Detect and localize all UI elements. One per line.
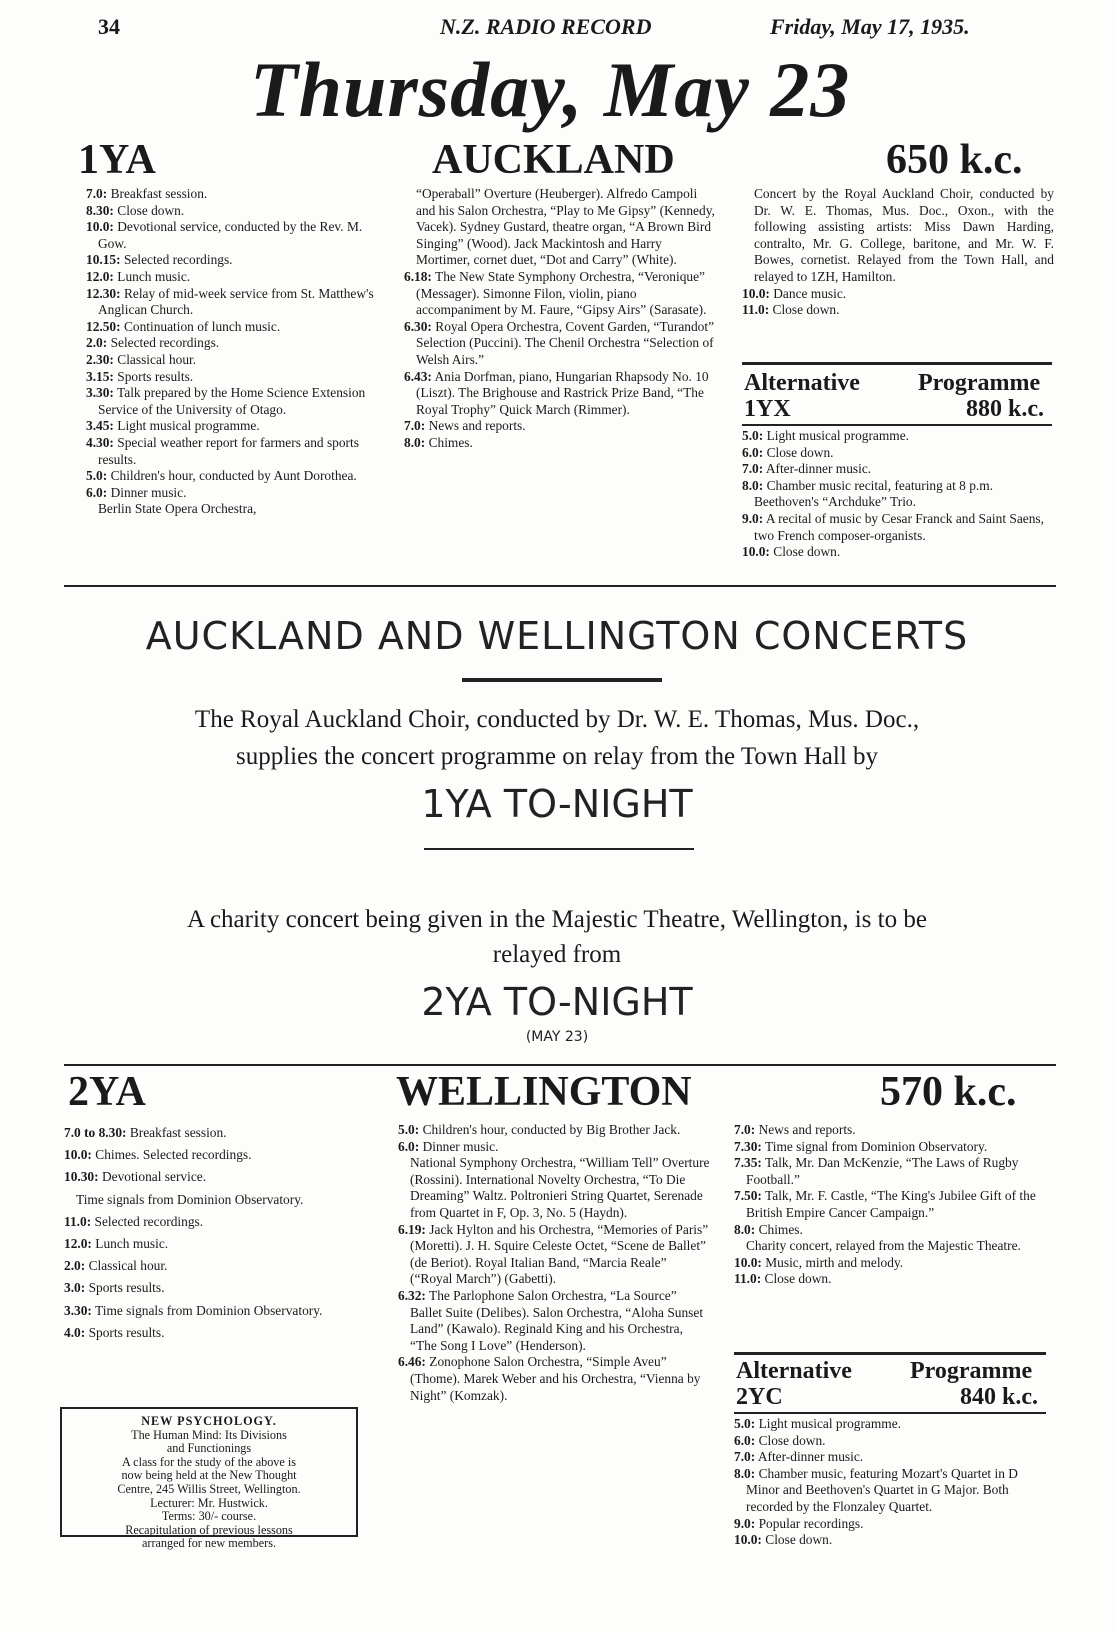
schedule-entry [64, 1233, 370, 1255]
schedule-time: 2.30: [86, 351, 114, 367]
schedule-description: Sports results. [88, 1280, 165, 1296]
schedule-entry [86, 369, 384, 386]
wellington-alt-programme: Programme [910, 1358, 1033, 1384]
schedule-description: Dance music. [773, 285, 847, 301]
schedule-time: 11.0: [734, 1271, 762, 1287]
schedule-time: 8.0: [734, 1221, 756, 1237]
auckland-alt-schedule [742, 428, 1054, 561]
schedule-description: The New State Symphony Orchestra, “Veronique” (Messager). Simonne Filon, violin, piano accompaniment by M. Faure, “Gipsy Airs” (Sarasate). [416, 268, 707, 318]
schedule-entry [86, 468, 384, 485]
schedule-description: A recital of music by Cesar Franck and Saint Saens, two French composer-organists. [754, 510, 1044, 543]
schedule-time: 3.45: [86, 418, 114, 434]
schedule-time: 12.0: [86, 268, 114, 284]
schedule-time: 12.30: [86, 285, 121, 301]
schedule-entry [398, 1222, 710, 1288]
wellington-schedule-col2 [398, 1122, 710, 1404]
schedule-description: After-dinner music. [757, 1449, 864, 1465]
schedule-entry [86, 319, 384, 336]
schedule-time: 6.32: [398, 1287, 426, 1303]
schedule-entry [64, 1255, 370, 1277]
alt-rule-wellington-bottom [734, 1412, 1046, 1414]
schedule-description: Light musical programme. [117, 418, 260, 434]
schedule-time: 10.0: [86, 219, 114, 235]
schedule-time: 10.0: [64, 1147, 92, 1163]
schedule-entry [64, 1189, 370, 1211]
schedule-time: 10.0: [734, 1254, 762, 1270]
schedule-description: Close down. [765, 1532, 833, 1548]
schedule-entry [398, 1139, 710, 1156]
schedule-description: Popular recordings. [758, 1515, 864, 1531]
schedule-entry [734, 1433, 1046, 1450]
schedule-time: 2.0: [86, 335, 108, 351]
schedule-description: Selected recordings. [123, 252, 233, 268]
schedule-time: 8.0: [734, 1465, 756, 1481]
schedule-time: 5.0: [742, 428, 764, 443]
schedule-description: Devotional service, conducted by the Rev. M. Gow. [98, 219, 363, 251]
schedule-time: 8.0: [742, 477, 764, 493]
schedule-description: Chamber music, featuring Mozart's Quartet in D Minor and Beethoven's Quartet in G Major. Both recorded by the Flonzaley Quartet. [746, 1465, 1018, 1514]
schedule-time: 3.0: [64, 1280, 86, 1296]
schedule-description: Close down. [758, 1432, 826, 1448]
day-heading: Thursday, May 23 [250, 46, 851, 133]
schedule-entry [742, 428, 1054, 445]
schedule-entry [734, 1222, 1046, 1239]
ad-line: Recapitulation of previous lessons [125, 1522, 293, 1537]
schedule-time: 8.0: [404, 434, 426, 450]
schedule-entry [742, 286, 1054, 303]
wellington-concert-line1: A charity concert being given in the Majestic Theatre, Wellington, is to be [187, 906, 927, 933]
schedule-entry [734, 1238, 1046, 1255]
auckland-alt-call-sign: 1YX [744, 396, 791, 422]
schedule-description: Devotional service. [101, 1169, 207, 1185]
schedule-entry [64, 1211, 370, 1233]
page-number: 34 [98, 14, 120, 39]
schedule-description: Light musical programme. [766, 428, 909, 443]
schedule-description: Selected recordings. [110, 335, 220, 351]
schedule-description: News and reports. [758, 1122, 856, 1137]
schedule-description: Lunch music. [117, 268, 191, 284]
wellington-call-sign: 2YA [68, 1069, 146, 1115]
schedule-description: Close down. [772, 302, 840, 318]
schedule-time: 6.0: [734, 1432, 756, 1448]
schedule-time: 7.30: [734, 1138, 762, 1154]
schedule-entry [742, 511, 1054, 544]
schedule-time: 6.46: [398, 1354, 426, 1370]
schedule-time: 10.15: [86, 252, 121, 268]
schedule-entry [734, 1271, 1046, 1288]
schedule-description: Relay of mid-week service from St. Matthew's Anglican Church. [98, 285, 374, 318]
schedule-description: Chimes. [428, 434, 473, 450]
schedule-entry [64, 1300, 370, 1322]
schedule-description: The Parlophone Salon Orchestra, “La Source” Ballet Suite (Delibes). Salon Orchestra, “Aloha Sunset Land” (Kawalo). Reginald King and his Orchestra, “The Song I Love” (Henderson). [410, 1287, 704, 1353]
schedule-entry [734, 1139, 1046, 1156]
schedule-time: 11.0: [64, 1213, 92, 1229]
auckland-concert-line2: supplies the concert programme on relay from the Town Hall by [235, 743, 879, 770]
schedule-entry [742, 302, 1054, 319]
schedule-description: Light musical programme. [758, 1416, 901, 1431]
schedule-entry [64, 1277, 370, 1299]
schedule-entry [398, 1155, 710, 1221]
schedule-entry [404, 319, 718, 369]
ad-line: Terms: 30/- course. [161, 1509, 257, 1524]
schedule-entry [734, 1416, 1046, 1433]
schedule-description: Music, mirth and melody. [765, 1254, 904, 1270]
schedule-description: Talk, Mr. F. Castle, “The King's Jubilee Gift of the British Empire Cancer Campaign.” [746, 1188, 1036, 1220]
schedule-time: 7.50: [734, 1188, 762, 1204]
schedule-time: 10.0: [734, 1532, 762, 1548]
schedule-description: Classical hour. [117, 351, 197, 367]
schedule-time: 3.30: [86, 385, 114, 401]
wellington-city: WELLINGTON [396, 1069, 692, 1115]
schedule-time: 10.0: [742, 544, 770, 560]
schedule-description: Talk, Mr. Dan McKenzie, “The Laws of Rugby Football.” [746, 1155, 1019, 1187]
concerts-mid-rule [424, 848, 694, 850]
schedule-description: Breakfast session. [129, 1125, 227, 1140]
publication-name: N.Z. RADIO RECORD [440, 14, 652, 39]
schedule-time: 7.0 to 8.30: [64, 1125, 127, 1140]
schedule-entry [742, 186, 1054, 286]
schedule-entry [742, 478, 1054, 511]
schedule-entry [86, 286, 384, 319]
ad-line: Centre, 245 Willis Street, Wellington. [117, 1481, 301, 1496]
schedule-entry [734, 1188, 1046, 1221]
wellington-alt-schedule [734, 1416, 1046, 1549]
schedule-time: 8.30: [86, 202, 114, 218]
schedule-time: 9.0: [734, 1515, 756, 1531]
schedule-entry [404, 369, 718, 419]
ad-line: now being held at the New Thought [121, 1468, 297, 1483]
schedule-time: 10.0: [742, 285, 770, 301]
wellington-alt-label: Alternative [736, 1358, 852, 1384]
auckland-alt-label: Alternative [744, 370, 860, 396]
schedule-description: Children's hour, conducted by Aunt Dorothea. [110, 468, 357, 484]
schedule-description: Berlin State Opera Orchestra, [98, 501, 257, 517]
schedule-time: 5.0: [86, 468, 108, 484]
schedule-description: After-dinner music. [765, 461, 872, 477]
schedule-description: Sports results. [117, 368, 194, 384]
schedule-time: 3.15: [86, 368, 114, 384]
schedule-entry [734, 1155, 1046, 1188]
schedule-description: Selected recordings. [94, 1213, 204, 1229]
schedule-entry [86, 385, 384, 418]
alt-rule-auckland-bottom [742, 424, 1052, 426]
ad-line: arranged for new members. [141, 1536, 276, 1551]
schedule-entry [86, 269, 384, 286]
wellington-concert-line2: relayed from [492, 941, 622, 968]
schedule-entry [734, 1532, 1046, 1549]
schedule-time: 12.50: [86, 318, 121, 334]
schedule-description: “Operaball” Overture (Heuberger). Alfredo Campoli and his Salon Orchestra, “Play to Me Gipsy” (Kennedy, Vacek). Sydney Gustard, theatre organ, “A Brown Bird Singing” (Wood). Jack Mackintosh and Harry Mortimer, cornet duet, “Dot and Carry” (White). [416, 186, 715, 268]
wellington-alt-call-sign: 2YC [736, 1384, 783, 1410]
schedule-time: 9.0: [742, 510, 764, 526]
schedule-description: Concert by the Royal Auckland Choir, conducted by Dr. W. E. Thomas, Mus. Doc., Oxon., with the following assisting artists: Miss Dawn Harding, contralto, Mr. G. College, baritone, and Mr. W. F. Bowes, cornetist. Relayed from the Town Hall, and relayed to 1ZH, Hamilton. [754, 186, 1054, 284]
schedule-description: National Symphony Orchestra, “William Tell” Overture (Rossini). International Novelty Orchestra, “To Die Dreaming” Waltz. Poltronieri String Quartet, Serenade from Quartet in F, Op. 3, No. 5 (Haydn). [410, 1155, 710, 1220]
schedule-entry [742, 461, 1054, 478]
schedule-description: Ania Dorfman, piano, Hungarian Rhapsody No. 10 (Liszt). The Brighouse and Rastrick Prize Band, “The Royal Trophy” Quick March (Rimmer). [416, 368, 709, 417]
schedule-entry [742, 445, 1054, 462]
schedule-entry [404, 269, 718, 319]
concerts-title-rule [462, 678, 662, 682]
schedule-description: Close down. [773, 544, 841, 560]
schedule-entry [398, 1288, 710, 1354]
schedule-time: 5.0: [734, 1416, 756, 1431]
schedule-description: Dinner music. [110, 484, 187, 500]
auckland-concert-station: 1YA TO-NIGHT [421, 782, 693, 826]
schedule-entry [64, 1144, 370, 1166]
schedule-description: Chimes. Selected recordings. [95, 1147, 252, 1163]
schedule-entry [734, 1122, 1046, 1139]
schedule-entry [398, 1354, 710, 1404]
schedule-entry [86, 335, 384, 352]
schedule-time: 6.18: [404, 268, 432, 284]
auckland-alt-frequency: 880 k.c. [966, 396, 1044, 422]
psychology-advertisement [60, 1407, 358, 1551]
schedule-description: Special weather report for farmers and sports results. [98, 434, 359, 467]
schedule-description: Time signal from Dominion Observatory. [765, 1138, 988, 1154]
wellington-frequency: 570 k.c. [880, 1069, 1017, 1115]
ad-line: A class for the study of the above is [122, 1454, 296, 1469]
schedule-time: 4.0: [64, 1324, 86, 1340]
schedule-description: Continuation of lunch music. [123, 318, 281, 334]
wellington-schedule-col3 [734, 1122, 1046, 1288]
auckland-city: AUCKLAND [432, 137, 675, 183]
schedule-entry [64, 1322, 370, 1344]
concerts-title: AUCKLAND AND WELLINGTON CONCERTS [145, 614, 969, 658]
schedule-entry [86, 203, 384, 220]
schedule-time: 6.0: [742, 444, 764, 460]
schedule-entry [86, 186, 384, 203]
schedule-description: Zonophone Salon Orchestra, “Simple Aveu” (Thome). Marek Weber and his Orchestra, “Vienna by Night” (Komzak). [410, 1354, 701, 1403]
section-rule-bottom [64, 1064, 1056, 1066]
schedule-description: Breakfast session. [110, 186, 208, 201]
schedule-description: Charity concert, relayed from the Majestic Theatre. [746, 1238, 1021, 1254]
schedule-entry [404, 186, 718, 269]
auckland-schedule-col1 [86, 186, 384, 518]
schedule-entry [404, 418, 718, 435]
schedule-time: 6.43: [404, 368, 432, 384]
schedule-time: 7.0: [734, 1122, 756, 1137]
schedule-description: Close down. [117, 202, 185, 218]
section-rule-top [64, 585, 1056, 587]
wellington-concert-station: 2YA TO-NIGHT [421, 980, 693, 1024]
schedule-time: 10.30: [64, 1169, 99, 1185]
wellington-schedule-col1 [64, 1122, 370, 1344]
schedule-time: 7.0: [86, 186, 108, 201]
auckland-frequency: 650 k.c. [886, 137, 1023, 183]
schedule-description: Time signals from Dominion Observatory. [95, 1302, 323, 1318]
auckland-call-sign: 1YA [78, 137, 156, 183]
schedule-entry [86, 435, 384, 468]
schedule-description: Talk prepared by the Home Science Extension Service of the University of Otago. [98, 385, 366, 417]
wellington-alt-frequency: 840 k.c. [960, 1384, 1038, 1410]
schedule-description: Children's hour, conducted by Big Brother Jack. [422, 1122, 681, 1137]
schedule-description: News and reports. [428, 418, 526, 434]
schedule-entry [86, 252, 384, 269]
schedule-description: Time signals from Dominion Observatory. [76, 1191, 304, 1207]
alt-rule-wellington [734, 1352, 1046, 1355]
schedule-entry [86, 352, 384, 369]
schedule-time: 7.35: [734, 1155, 762, 1171]
schedule-description: Chimes. [758, 1221, 803, 1237]
schedule-time: 6.19: [398, 1221, 426, 1237]
schedule-time: 12.0: [64, 1236, 92, 1252]
schedule-time: 7.0: [742, 461, 764, 477]
auckland-concert-line1: The Royal Auckland Choir, conducted by Dr. W. E. Thomas, Mus. Doc., [194, 706, 920, 733]
schedule-time: 2.0: [64, 1258, 86, 1274]
schedule-description: Dinner music. [422, 1138, 499, 1154]
schedule-description: Royal Opera Orchestra, Covent Garden, “Turandot” Selection (Puccini). The Chenil Orchestra “Selection of Welsh Airs.” [416, 318, 715, 367]
schedule-entry [734, 1255, 1046, 1272]
schedule-description: Chamber music recital, featuring at 8 p.m. Beethoven's “Archduke” Trio. [754, 477, 994, 510]
schedule-entry [742, 544, 1054, 561]
ad-line: The Human Mind: Its Divisions [131, 1427, 287, 1442]
wellington-concert-date: (MAY 23) [525, 1029, 589, 1045]
schedule-time: 6.0: [398, 1138, 420, 1154]
schedule-description: Jack Hylton and his Orchestra, “Memories of Paris” (Moretti). J. H. Squire Celeste Octet, “Scene de Ballet” (de Beriot). Royal Italian Band, “Marcia Reale” (“Royal March”) (Gabetti). [410, 1221, 709, 1287]
issue-date: Friday, May 17, 1935. [770, 14, 970, 39]
schedule-description: Close down. [766, 444, 834, 460]
alt-rule-auckland [742, 362, 1052, 365]
schedule-entry [404, 435, 718, 452]
schedule-entry [734, 1466, 1046, 1516]
auckland-alt-programme: Programme [918, 370, 1041, 396]
schedule-entry [734, 1449, 1046, 1466]
schedule-entry [86, 219, 384, 252]
schedule-time: 4.30: [86, 434, 114, 450]
auckland-schedule-col3 [742, 186, 1054, 319]
schedule-entry [86, 485, 384, 502]
ad-line: Lecturer: Mr. Hustwick. [150, 1495, 268, 1510]
schedule-entry [64, 1122, 370, 1144]
schedule-time: 6.0: [86, 484, 108, 500]
schedule-time: 7.0: [734, 1449, 756, 1465]
schedule-time: 6.30: [404, 318, 432, 334]
schedule-description: Classical hour. [88, 1258, 168, 1274]
schedule-time: 5.0: [398, 1122, 420, 1137]
schedule-description: Sports results. [88, 1324, 165, 1340]
ad-line: and Functionings [166, 1441, 252, 1456]
schedule-time: 11.0: [742, 302, 770, 318]
schedule-entry [398, 1122, 710, 1139]
schedule-description: Lunch music. [95, 1236, 169, 1252]
schedule-entry [86, 501, 384, 518]
schedule-entry [734, 1516, 1046, 1533]
schedule-entry [86, 418, 384, 435]
schedule-time: 7.0: [404, 418, 426, 434]
schedule-entry [64, 1166, 370, 1188]
schedule-time: 3.30: [64, 1302, 92, 1318]
schedule-description: Close down. [764, 1271, 832, 1287]
ad-title: NEW PSYCHOLOGY. [141, 1414, 277, 1428]
auckland-schedule-col2 [404, 186, 718, 452]
